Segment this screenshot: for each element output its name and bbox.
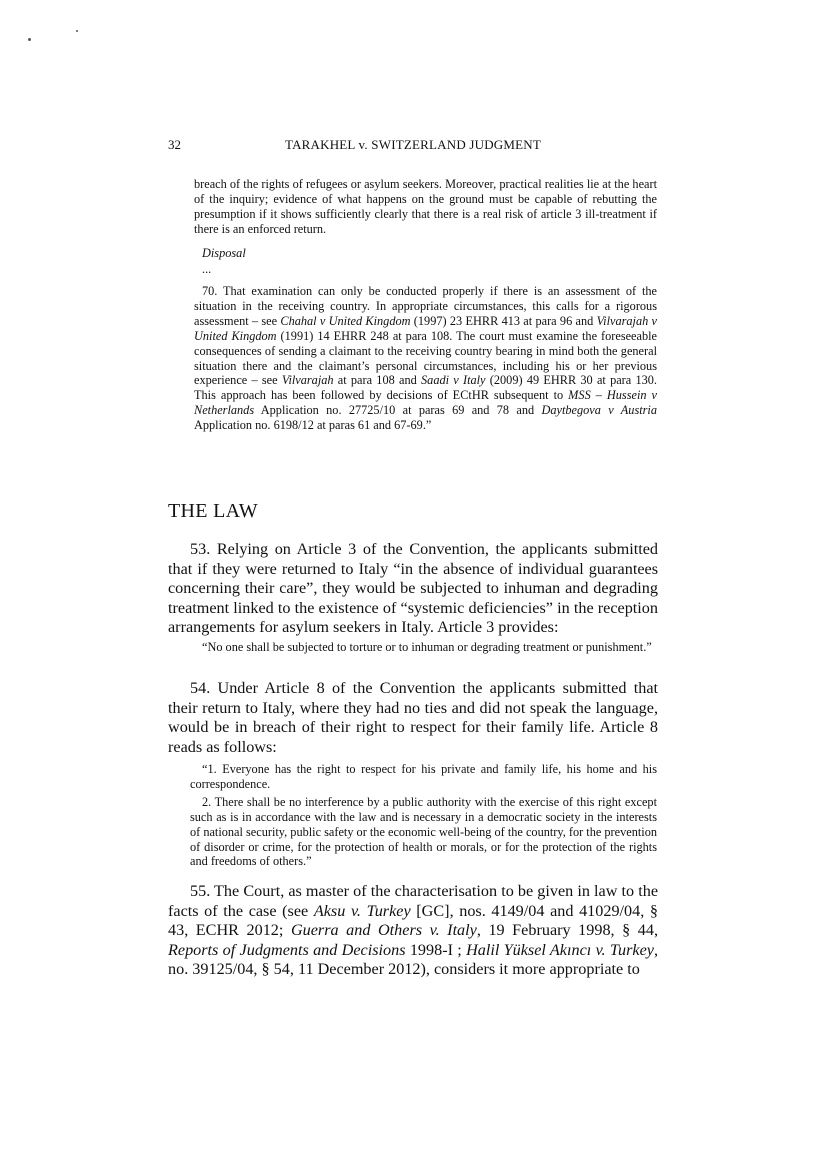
text-run: Application no. 6198/12 at paras 61 and 67-69.” bbox=[194, 418, 432, 433]
case-citation: Halil Yüksel Akıncı v. Turkey bbox=[466, 940, 654, 959]
article-3-quote bbox=[190, 640, 657, 655]
scan-speck bbox=[76, 30, 78, 32]
text-run: 55. The Court, as master of the characterisation to be given in law to the facts of the case (see bbox=[168, 882, 658, 920]
ellipsis: ... bbox=[202, 262, 212, 276]
quote-text: “No one shall be subjected to torture or to inhuman or degrading treatment or punishment.” bbox=[202, 640, 652, 654]
case-citation: Daytbegova v Austria bbox=[541, 403, 657, 418]
case-citation: Vilvarajah v United Kingdom bbox=[194, 313, 658, 343]
text-run: [GC], nos. 4149/04 and 41029/04, § 43, ECHR 2012; bbox=[168, 901, 658, 940]
quote-paragraph-70 bbox=[194, 284, 657, 433]
case-citation: Vilvarajah bbox=[281, 373, 334, 388]
case-citation: MSS – Hussein v Netherlands bbox=[194, 388, 657, 418]
text-run: at para 108 and bbox=[333, 373, 422, 388]
page-header bbox=[168, 137, 658, 157]
running-title: TARAKHEL v. SWITZERLAND JUDGMENT bbox=[284, 137, 542, 152]
paragraph-53 bbox=[168, 540, 658, 638]
paragraph-54 bbox=[168, 679, 658, 757]
disposal-heading: Disposal bbox=[202, 246, 246, 260]
section-heading: THE LAW bbox=[168, 500, 258, 522]
text-run: Application no. 27725/10 at paras 69 and 78 and bbox=[254, 403, 542, 418]
quote-paragraph: breach of the rights of refugees or asylum seekers. Moreover, practical realities lie at the heart of the inquiry; evidence of what happens on the ground must be capable of rebutting the presumption if it shows sufficiently clearly that there is a real risk of article 3 ill-treatment if there is an enforced return. bbox=[194, 177, 657, 236]
article-8-quote bbox=[190, 762, 657, 869]
quote-text: “1. Everyone has the right to respect for his private and family life, his home and his correspondence. bbox=[190, 762, 657, 791]
case-citation: Aksu v. Turkey bbox=[313, 901, 411, 920]
quote-continuation bbox=[194, 177, 657, 237]
text-run: , 19 February 1998, § 44, bbox=[476, 921, 659, 940]
quote-text: 2. There shall be no interference by a public authority with the exercise of this right except such as is in accordance with the law and is necessary in a democratic society in the interests of national security, public safety or the economic well-being of the country, for the prevention of disorder or crime, for the protection of health or morals, or for the protection of the rights and freedoms of others.” bbox=[190, 794, 657, 869]
case-citation: Reports of Judgments and Decisions bbox=[168, 940, 406, 959]
text-run: (1997) 23 EHRR 413 at para 96 and bbox=[410, 313, 597, 328]
text-run: (1991) 14 EHRR 248 at para 108. The court must examine the foreseeable consequences of sending a claimant to the receiving country bearing in mind both the general situation there and the claimant’s personal circumstances, including his or her previous experience – see bbox=[194, 328, 658, 388]
paragraph-text: 53. Relying on Article 3 of the Convention, the applicants submitted that if they were returned to Italy “in the absence of individual guarantees concerning their care”, they would be subjected to inhuman and degrading treatment linked to the existence of “systemic deficiencies” in the reception arrangements for asylum seekers in Italy. Article 3 provides: bbox=[168, 540, 658, 637]
scan-speck bbox=[28, 38, 31, 41]
case-citation: Guerra and Others v. Italy bbox=[290, 921, 477, 940]
text-run: , no. 39125/04, § 54, 11 December 2012), considers it more appropriate to bbox=[168, 940, 659, 979]
paragraph-text: 54. Under Article 8 of the Convention the applicants submitted that their return to Italy, where they had no ties and did not speak the language, would be in breach of their right to respect for their family life. Article 8 reads as follows: bbox=[168, 679, 658, 756]
text-run: (2009) 49 EHRR 30 at para 130. This approach has been followed by decisions of ECtHR subsequent to bbox=[194, 373, 657, 403]
case-citation: Chahal v United Kingdom bbox=[280, 313, 411, 328]
page-number: 32 bbox=[168, 137, 181, 152]
paragraph-55 bbox=[168, 882, 658, 980]
text-run: 70. That examination can only be conducted properly if there is an assessment of the situation in the receiving country. In appropriate circumstances, this calls for a rigorous assessment – see bbox=[194, 284, 657, 328]
text-run: 1998-I ; bbox=[405, 940, 467, 959]
case-citation: Saadi v Italy bbox=[421, 373, 486, 388]
